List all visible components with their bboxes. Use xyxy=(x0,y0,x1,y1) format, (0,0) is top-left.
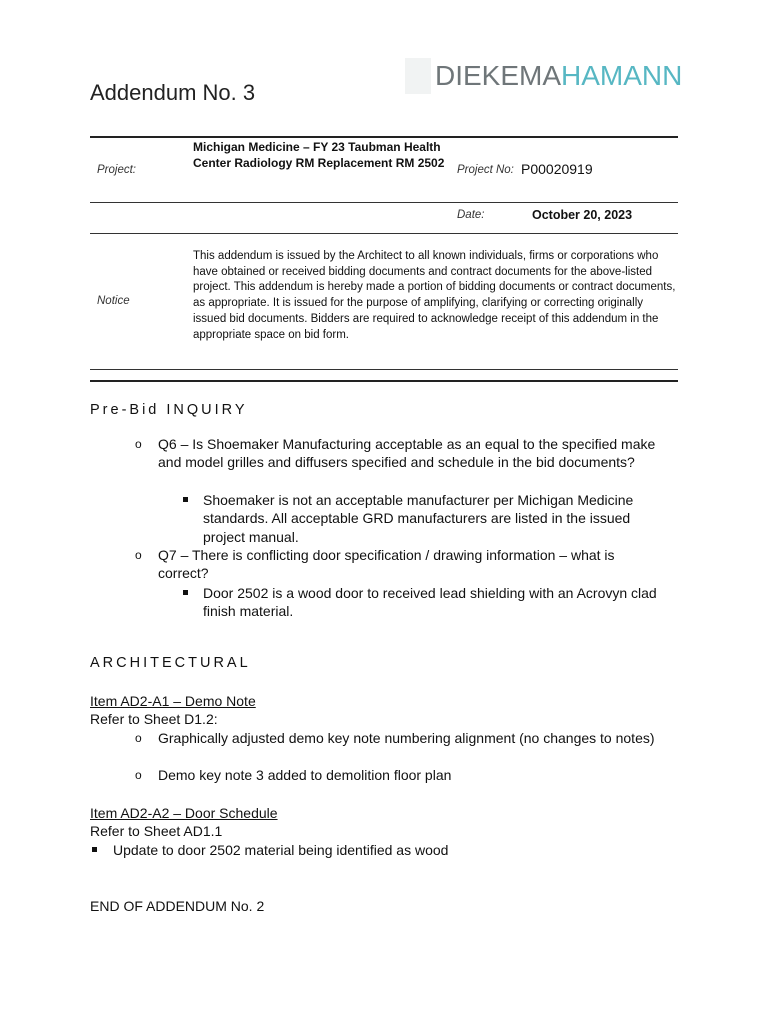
bullet-square-icon xyxy=(183,497,188,502)
item-ad2-a2-ref: Refer to Sheet AD1.1 xyxy=(90,823,223,839)
end-of-addendum: END OF ADDENDUM No. 2 xyxy=(90,898,265,914)
question-q7: Q7 – There is conflicting door specification / drawing information – what is correct? xyxy=(158,547,615,582)
logo-part-2: HAMANN xyxy=(561,60,683,91)
question-q6: Q6 – Is Shoemaker Manufacturing acceptable as an equal to the specified make and model grilles and diffusers specified and schedule in the bid documents? xyxy=(158,436,656,471)
logo-background xyxy=(405,58,431,94)
bullet-o-icon: o xyxy=(135,731,142,745)
company-logo xyxy=(405,58,690,94)
item-ad2-a1-bullet-1: Graphically adjusted demo key note numbering alignment (no changes to notes) xyxy=(158,730,655,746)
date-value: October 20, 2023 xyxy=(532,208,633,222)
table-top-rule xyxy=(90,136,678,138)
bullet-square-icon xyxy=(183,590,188,595)
item-ad2-a1-title: Item AD2-A1 – Demo Note xyxy=(90,693,256,709)
project-no-label: Project No: xyxy=(457,164,514,176)
answer-q6: Shoemaker is not an acceptable manufacturer per Michigan Medicine standards. All acceptable GRD manufacturers are listed in the issued project manual. xyxy=(203,492,634,545)
logo-part-1: DIEKEMA xyxy=(435,60,562,91)
bullet-o-icon: o xyxy=(135,768,142,782)
bullet-o-icon: o xyxy=(135,437,142,451)
answer-q7: Door 2502 is a wood door to received lead shielding with an Acrovyn clad finish material. xyxy=(203,585,657,620)
prebid-heading: Pre-Bid INQUIRY xyxy=(90,402,248,418)
table-bottom-rule xyxy=(90,380,678,382)
table-rule-2 xyxy=(90,233,678,234)
date-label: Date: xyxy=(457,209,485,221)
logo-text xyxy=(435,60,682,92)
project-label: Project: xyxy=(97,164,136,176)
table-rule-3 xyxy=(90,369,678,370)
notice-text: This addendum is issued by the Architect to all known individuals, firms or corporations who have obtained or received bidding documents and contract documents for the above-listed project. This addendum is hereby made a portion of bidding documents or contract documents, as appropriate. It is issued for the purpose of amplifying, clarifying or correcting originally issued bid documents. Bidders are required to acknowledge receipt of this addendum in the appropriate space on bid form. xyxy=(193,250,676,341)
notice-label: Notice xyxy=(97,295,130,307)
project-number: P00020919 xyxy=(521,161,593,177)
item-ad2-a1-bullet-2: Demo key note 3 added to demolition floor plan xyxy=(158,767,452,783)
document-title: Addendum No. 3 xyxy=(90,80,256,105)
bullet-square-icon xyxy=(92,847,97,852)
item-ad2-a1-ref: Refer to Sheet D1.2: xyxy=(90,711,218,727)
item-ad2-a2-title: Item AD2-A2 – Door Schedule xyxy=(90,805,278,821)
architectural-heading: ARCHITECTURAL xyxy=(90,655,251,671)
table-rule-1 xyxy=(90,202,678,203)
item-ad2-a2-bullet-1: Update to door 2502 material being identified as wood xyxy=(113,842,449,858)
project-name: Michigan Medicine – FY 23 Taubman Health Center Radiology RM Replacement RM 2502 xyxy=(193,140,445,170)
bullet-o-icon: o xyxy=(135,548,142,562)
